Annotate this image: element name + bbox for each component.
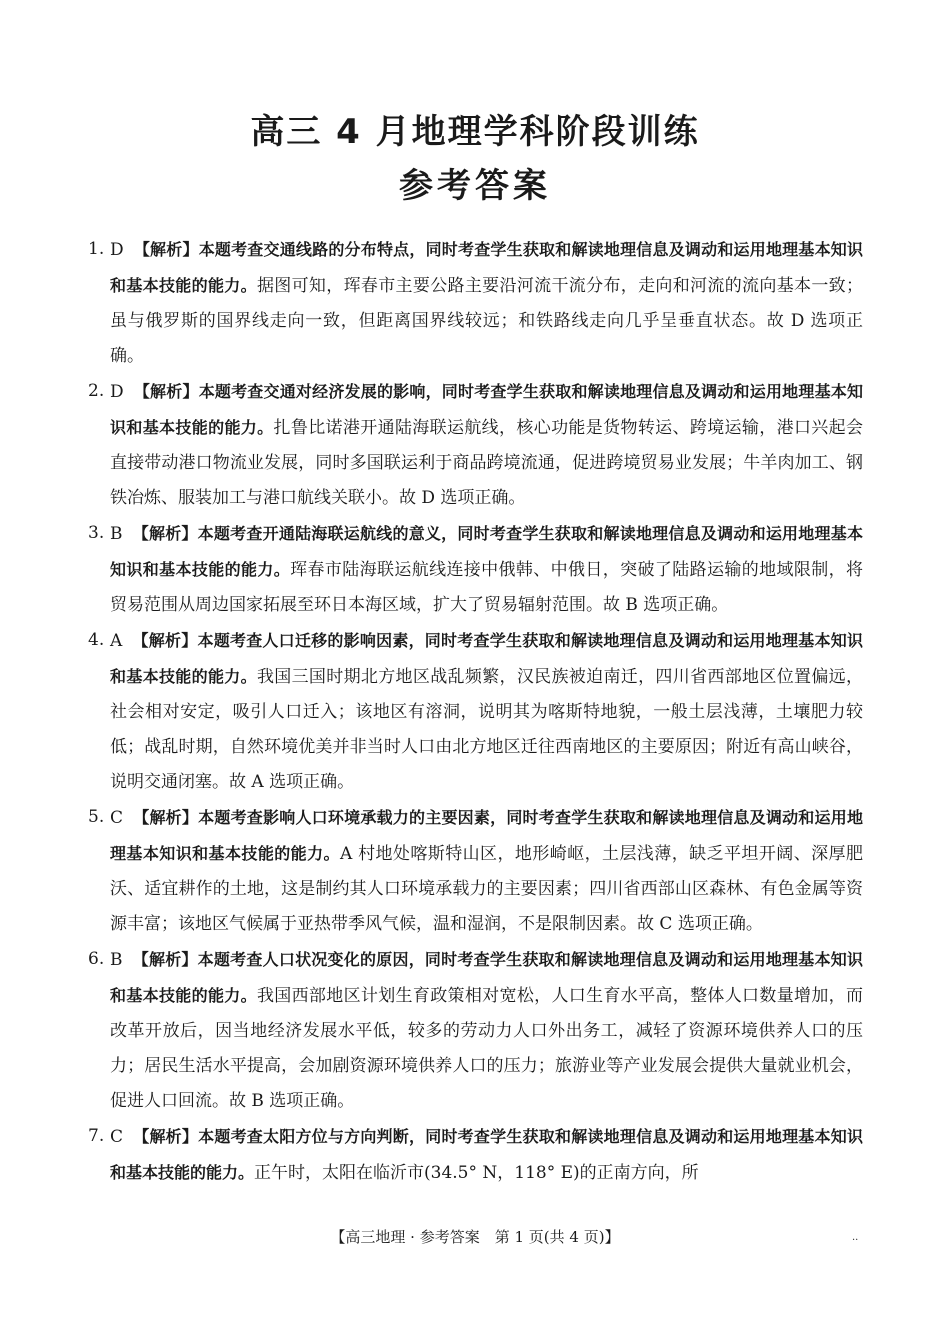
answer-list: [88, 232, 863, 1191]
analysis-tag: 【解析】: [132, 950, 198, 969]
analysis-tag: 【解析】: [133, 382, 199, 401]
analysis-lead: 本题考查开通陆海联运航线的意义，同时考查学生获取和解读地理信息及调动和运用地理基本知识和基本技能的能力。: [110, 524, 863, 579]
analysis-text: 我国西部地区计划生育政策相对宽松，人口生育水平高，整体人口数量增加，而改革开放后，因当地经济发展水平低，较多的劳动力人口外出务工，减轻了资源环境供养人口的压力；居民生活水平提高，会加剧资源环境供养人口的压力；旅游业等产业发展会提供大量就业机会，促进人口回流。故 B 选项正确。: [110, 986, 863, 1111]
analysis-text: 正午时，太阳在临沂市(34.5° N，118° E)的正南方向，所: [254, 1163, 699, 1183]
analysis-text: 珲春市陆海联运航线连接中俄韩、中俄日，突破了陆路运输的地域限制，将贸易范围从周边国家拓展至环日本海区域，扩大了贸易辐射范围。故 B 选项正确。: [110, 560, 863, 615]
analysis-tag: 【解析】: [133, 240, 199, 259]
answer-choice: C: [110, 808, 124, 828]
analysis-tag: 【解析】: [133, 808, 199, 827]
question-number: 3.: [88, 523, 105, 543]
answer-body: [110, 1119, 863, 1191]
analysis-tag: 【解析】: [132, 631, 198, 650]
answer-body: [110, 374, 863, 516]
answer-item-4: [88, 623, 863, 800]
answer-choice: C: [110, 1127, 124, 1147]
analysis-lead: 本题考查太阳方位与方向判断，同时考查学生获取和解读地理信息及调动和运用地理基本知识和基本技能的能力。: [110, 1127, 863, 1182]
analysis-text: 据图可知，珲春市主要公路主要沿河流干流分布，走向和河流的流向基本一致；虽与俄罗斯的国界线走向一致，但距离国界线较远；和铁路线走向几乎呈垂直状态。故 D 选项正确。: [110, 276, 863, 366]
answer-body: [110, 516, 863, 623]
question-number: 5.: [88, 807, 105, 827]
page-title: 高三 4 月地理学科阶段训练: [250, 112, 700, 152]
question-number: 6.: [88, 949, 105, 969]
question-number: 4.: [88, 630, 105, 650]
analysis-text: A 村地处喀斯特山区，地形崎岖，土层浅薄，缺乏平坦开阔、深厚肥沃、适宜耕作的土地，这是制约其人口环境承载力的主要因素；四川省西部山区森林、有色金属等资源丰富；该地区气候属于亚热带季风气候，温和湿润，不是限制因素。故 C 选项正确。: [110, 844, 863, 934]
answer-body: [110, 942, 863, 1119]
analysis-lead: 本题考查影响人口环境承载力的主要因素，同时考查学生获取和解读地理信息及调动和运用地理基本知识和基本技能的能力。: [110, 808, 863, 863]
answer-item-1: [88, 232, 863, 374]
analysis-lead: 本题考查交通线路的分布特点，同时考查学生获取和解读地理信息及调动和运用地理基本知识和基本技能的能力。: [110, 240, 863, 295]
answer-item-5: [88, 800, 863, 942]
answer-choice: D: [110, 240, 124, 260]
answer-item-6: [88, 942, 863, 1119]
answer-choice: D: [110, 382, 124, 402]
analysis-text: 扎鲁比诺港开通陆海联运航线，核心功能是货物转运、跨境运输，港口兴起会直接带动港口物流业发展，同时多国联运利于商品跨境流通，促进跨境贸易业发展；牛羊肉加工、钢铁冶炼、服装加工与港口航线关联小。故 D 选项正确。: [110, 418, 863, 508]
answer-item-7: [88, 1119, 863, 1191]
analysis-text: 我国三国时期北方地区战乱频繁，汉民族被迫南迁，四川省西部地区位置偏远，社会相对安定，吸引人口迁入；该地区有溶洞，说明其为喀斯特地貌，一般土层浅薄，土壤肥力较低；战乱时期，自然环境优美并非当时人口由北方地区迁往西南地区的主要原因；附近有高山峡谷，说明交通闭塞。故 A 选项正确。: [110, 667, 863, 792]
corner-mark: ··: [852, 1235, 859, 1246]
analysis-tag: 【解析】: [132, 524, 198, 543]
analysis-lead: 本题考查人口迁移的影响因素，同时考查学生获取和解读地理信息及调动和运用地理基本知识和基本技能的能力。: [110, 631, 863, 686]
answer-body: [110, 232, 863, 374]
analysis-lead: 本题考查人口状况变化的原因，同时考查学生获取和解读地理信息及调动和运用地理基本知识和基本技能的能力。: [110, 950, 863, 1005]
question-number: 1.: [88, 239, 105, 259]
analysis-tag: 【解析】: [133, 1127, 199, 1146]
answer-body: [110, 800, 863, 942]
question-number: 2.: [88, 381, 105, 401]
answer-item-3: [88, 516, 863, 623]
question-number: 7.: [88, 1126, 105, 1146]
answer-choice: B: [110, 524, 123, 544]
answer-body: [110, 623, 863, 800]
answer-choice: A: [110, 631, 123, 651]
page-footer: 【高三地理 · 参考答案 第 1 页(共 4 页)】: [330, 1228, 620, 1246]
answer-item-2: [88, 374, 863, 516]
answer-choice: B: [110, 950, 123, 970]
analysis-lead: 本题考查交通对经济发展的影响，同时考查学生获取和解读地理信息及调动和运用地理基本知识和基本技能的能力。: [110, 382, 863, 437]
page-subtitle: 参考答案: [399, 166, 551, 206]
